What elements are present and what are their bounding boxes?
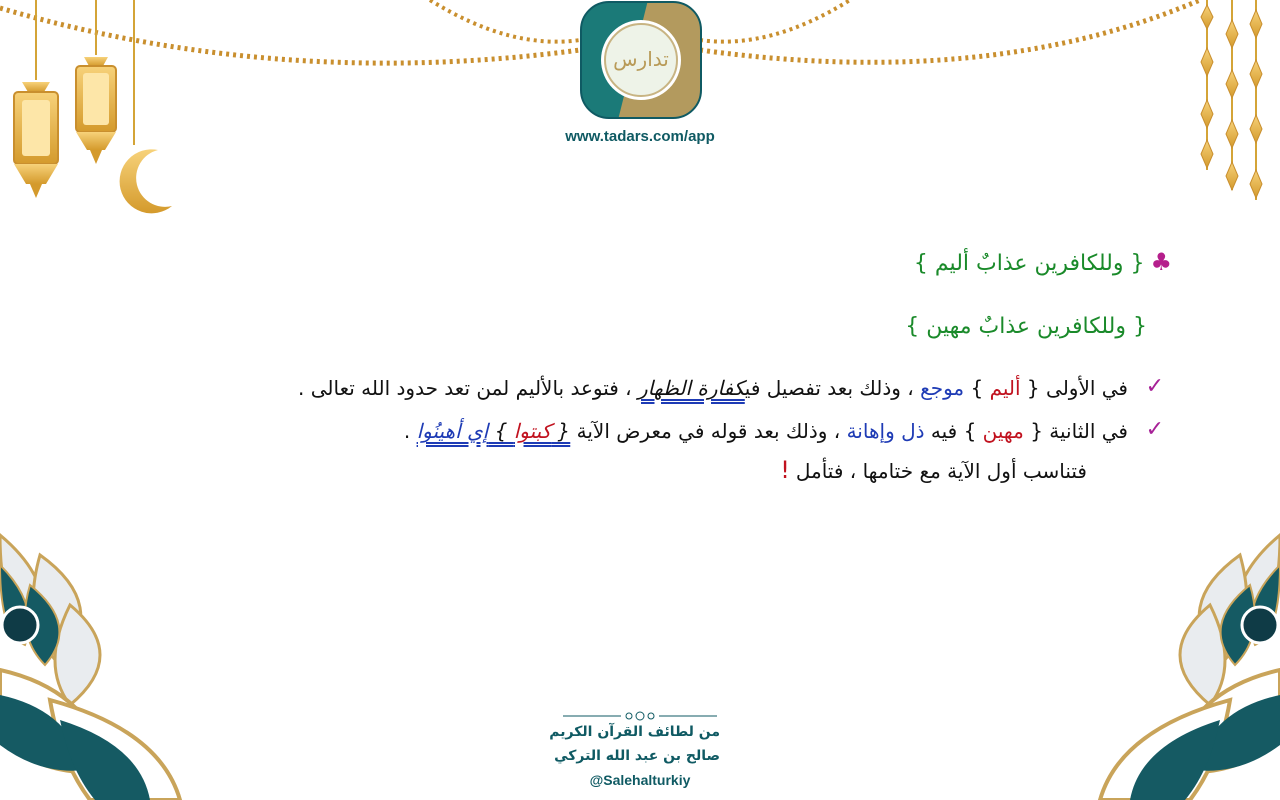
explanation-line-2 [403,417,1164,443]
reference-gloss-uhinu[interactable]: إي أهينُوا [416,419,489,443]
club-icon: ♣ [1150,248,1172,276]
meaning-mujie: موجع [920,376,965,400]
lantern-icon [76,57,116,164]
tadars-logo [578,0,704,120]
explanation-line-1 [298,374,1164,400]
exclamation-mark: ! [780,456,790,484]
line2-part3: ، وذلك بعد قوله في معرض الآية [570,419,847,443]
logo-url[interactable]: www.tadars.com/app [565,128,715,145]
verse-2-text: { وللكافرين عذابٌ مهين } [905,314,1147,339]
line1-part4: ، فتوعد بالأليم لمن تعد حدود الله تعالى . [298,376,638,400]
verse-heading-2 [905,314,1147,339]
hanging-ornaments [1201,0,1262,200]
ref-brace-open: { [551,419,571,443]
reference-kubitu[interactable]: كبتوا [513,419,552,443]
checkmark-icon: ✓ [1145,417,1164,442]
footer-credits [549,706,720,792]
flower-ornament-left [0,525,200,800]
verse-heading-1 [914,248,1172,276]
keyword-muhin: مهين [982,419,1024,443]
flower-ornament-right [1080,525,1280,800]
meaning-thul-wa-ihana: ذل وإهانة [846,419,925,443]
line2-part1: في الثانية { [1023,419,1128,443]
line1-part2: } [964,376,990,400]
checkmark-icon: ✓ [1145,374,1164,399]
svg-text:تدارس: تدارس [613,47,669,71]
reference-kaffarat-alzihar[interactable]: كفارة الظهار [638,376,745,400]
conclusion-line [780,456,1087,484]
footer-series: من لطائف القرآن الكريم [549,724,720,740]
line1-part1: في الأولى { [1020,376,1128,400]
ref-brace-close: } [488,419,514,443]
line2-end: . [403,419,417,443]
line1-part3: ، وذلك بعد تفصيل في [744,376,921,400]
line2-part2: } فيه [924,419,983,443]
verse-1-text: { وللكافرين عذابٌ أليم } [913,251,1145,276]
crescent-moon-icon [120,149,172,213]
lantern-icon [14,82,58,198]
footer-author: صالح بن عبد الله التركي [554,748,720,764]
keyword-alim: أليم [989,376,1021,400]
footer-handle[interactable]: @Salehalturkiy [589,772,691,788]
conclusion-text: فتناسب أول الآية مع ختامها ، فتأمل [795,459,1087,483]
